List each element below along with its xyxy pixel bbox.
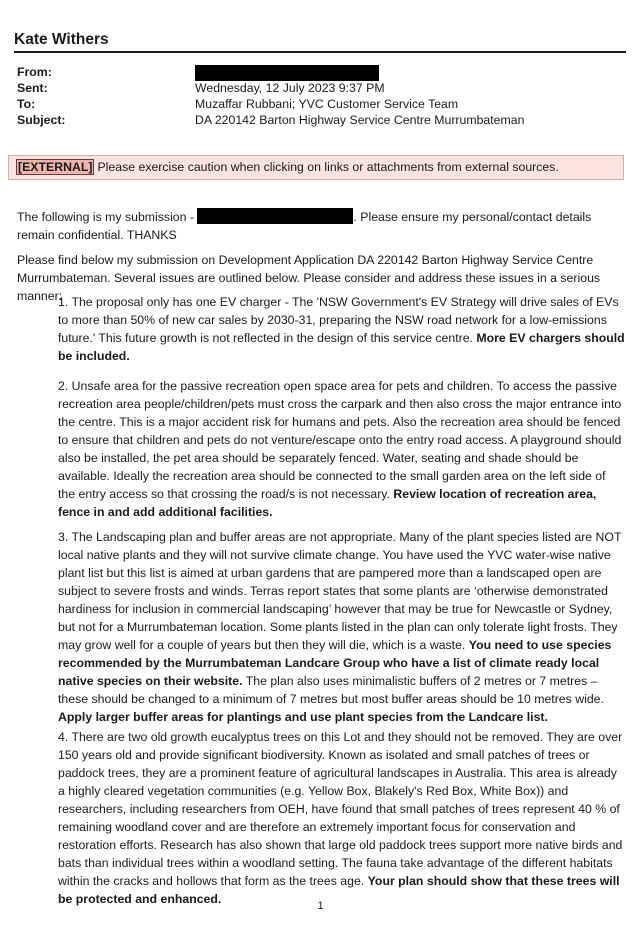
issue-item: [58, 293, 626, 365]
issue-recommendation: More EV chargers should be included.: [58, 331, 625, 363]
issue-text: 4. There are two old growth eucalyptus trees on this Lot and they should not be removed. They are over 150 years old and provide significant biodiversity. Known as isolated and small patches of trees or paddock trees, they are a prominent feature of agricultural landscapes in Australia. This area is already a highly cleared vegetation communities (e.g. Yellow Box, Blakely's Red Box, White Box)) and researchers, including researchers from OEH, have found that small patches of trees represent 40 % of remaining woodland cover and are therefore an extremely important focus for conservation and restoration efforts. Research has also shown that large old paddock trees support more native birds and bats than individual trees within a woodland setting. The fauna take advantage of the different habitats within the cracks and hollows that form as the trees age.: [58, 730, 623, 888]
intro-text-after: . Please ensure my personal/contact details remain confidential. THANKS: [17, 210, 592, 242]
to-value: Muzaffar Rubbani; YVC Customer Service Team: [195, 97, 459, 111]
issue-recommendation: Review location of recreation area, fence in and add additional facilities.: [58, 487, 597, 519]
to-label: To:: [17, 97, 36, 111]
sent-label: Sent:: [17, 81, 48, 95]
from-redacted: [195, 65, 379, 81]
external-tag: [EXTERNAL]: [18, 160, 93, 174]
issue-text: 1. The proposal only has one EV charger - The 'NSW Government's EV Strategy will drive sales of EVs to more than 50% of new car sales by 2030-31, preparing the NSW road network for a low-emissions future.' This future growth is not reflected in the design of this service centre.: [58, 295, 619, 345]
external-warning-banner: [8, 155, 624, 180]
issue-recommendation: Your plan should show that these trees will be protected and enhanced.: [58, 874, 620, 906]
page-number: 1: [317, 900, 324, 912]
external-warning-text: Please exercise caution when clicking on links or attachments from external sources.: [97, 160, 559, 174]
issue-text-continued: The plan also uses minimalistic buffers of 2 metres or 7 metres – these should be changed to a minimum of 7 metres but most buffer areas should be 10 metres wide.: [58, 674, 604, 706]
submitter-redacted: [197, 208, 353, 224]
issue-recommendation: You need to use species recommended by the Murrumbateman Landcare Group who have a list of climate ready local native species on their website.: [58, 638, 612, 688]
intro-text-before: The following is my submission -: [17, 210, 198, 224]
sender-name: Kate Withers: [14, 31, 109, 48]
issue-item: [58, 377, 626, 521]
intro-paragraph: [17, 208, 629, 244]
lead-paragraph-text: Please find below my submission on Development Application DA 220142 Barton Highway Service Centre Murrumbateman. Several issues are outlined below. Please consider and address these issues in a serious manner:: [17, 253, 601, 303]
from-label: From:: [17, 65, 52, 79]
sent-value: Wednesday, 12 July 2023 9:37 PM: [195, 81, 385, 95]
sender-divider: [14, 51, 626, 53]
issue-recommendation-2: Apply larger buffer areas for plantings and use plant species from the Landcare list.: [58, 710, 548, 724]
issue-text: 2. Unsafe area for the passive recreation open space area for pets and children. To access the passive recreation area people/children/pets must cross the carpark and then also cross the major entrance into the centre. This is a major accident risk for humans and pets. Also the recreation area should be fenced to ensure that children and pets do not venture/escape onto the entry road access. A playground should also be installed, the pet area should be separately fenced. Water, seating and shade should be available. Ideally the recreation area should be connected to the small garden area on the left side of the entry access so that crossing the road/s is not necessary.: [58, 379, 622, 501]
issue-item: [58, 728, 626, 908]
issue-text: 3. The Landscaping plan and buffer areas are not appropriate. Many of the plant species listed are NOT local native plants and they will not survive climate change. You have used the YVC water-wise native plant list but this list is aimed at urban gardens that are pampered more than a landscaped open are subject to severe frosts and winds. Terras report states that some plants are ‘otherwise demonstrated hardiness for inclusion in commercial landscaping’ however that may be true for Newcastle or Sydney, but not for a Murrumbateman location. Some plants listed in the plan can only tolerate light frosts. They may grow well for a couple of years but then they will die, which is a waste.: [58, 530, 622, 652]
subject-label: Subject:: [17, 113, 66, 127]
subject-value: DA 220142 Barton Highway Service Centre Murrumbateman: [195, 113, 525, 127]
issue-item: [58, 528, 626, 726]
